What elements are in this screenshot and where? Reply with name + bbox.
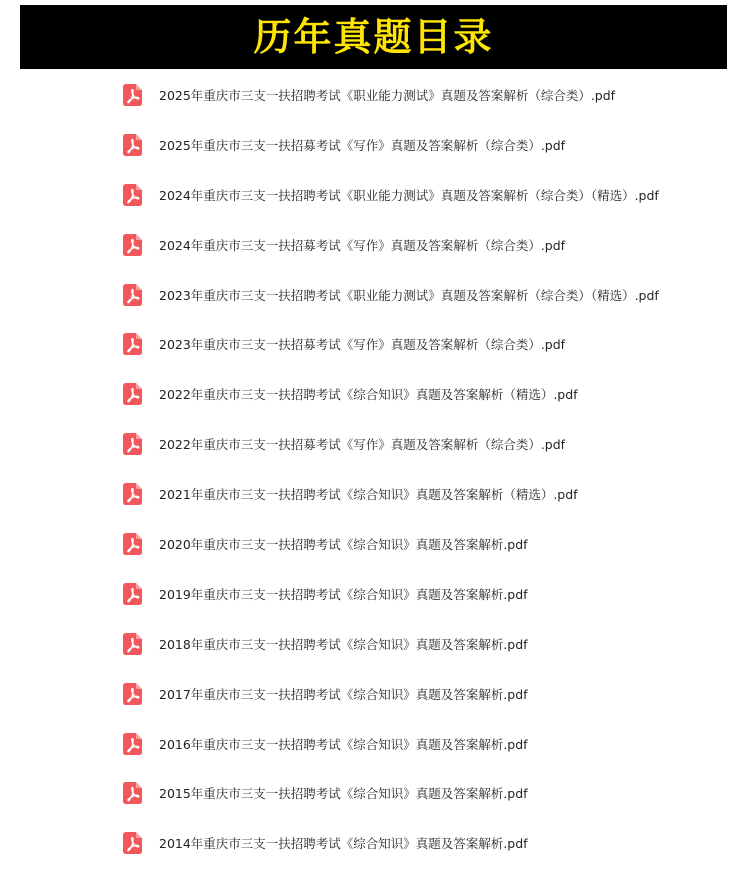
file-name: 2016年重庆市三支一扶招聘考试《综合知识》真题及答案解析.pdf <box>159 736 528 752</box>
pdf-file-icon <box>123 333 143 355</box>
file-name: 2020年重庆市三支一扶招聘考试《综合知识》真题及答案解析.pdf <box>159 536 528 552</box>
pdf-file-icon <box>123 483 143 505</box>
file-name: 2021年重庆市三支一扶招聘考试《综合知识》真题及答案解析（精选）.pdf <box>159 487 578 503</box>
page-title: 历年真题目录 <box>253 14 494 59</box>
file-name: 2023年重庆市三支一扶招聘考试《职业能力测试》真题及答案解析（综合类）（精选）.pdf <box>159 287 659 303</box>
file-item[interactable] <box>0 120 750 170</box>
file-item[interactable] <box>0 70 750 120</box>
pdf-file-icon <box>123 134 143 156</box>
file-item[interactable] <box>0 569 750 619</box>
file-item[interactable] <box>0 220 750 270</box>
file-name: 2023年重庆市三支一扶招募考试《写作》真题及答案解析（综合类）.pdf <box>159 337 566 353</box>
header-banner <box>20 5 727 69</box>
pdf-file-icon <box>123 433 143 455</box>
file-name: 2015年重庆市三支一扶招聘考试《综合知识》真题及答案解析.pdf <box>159 786 528 802</box>
file-item[interactable] <box>0 818 750 868</box>
pdf-file-icon <box>123 234 143 256</box>
pdf-file-icon <box>123 832 143 854</box>
pdf-file-icon <box>123 84 143 106</box>
file-name: 2019年重庆市三支一扶招聘考试《综合知识》真题及答案解析.pdf <box>159 586 528 602</box>
file-name: 2024年重庆市三支一扶招聘考试《职业能力测试》真题及答案解析（综合类）（精选）.pdf <box>159 187 659 203</box>
pdf-file-icon <box>123 533 143 555</box>
file-list <box>0 70 750 868</box>
pdf-file-icon <box>123 782 143 804</box>
pdf-file-icon <box>123 733 143 755</box>
file-item[interactable] <box>0 768 750 818</box>
file-name: 2024年重庆市三支一扶招募考试《写作》真题及答案解析（综合类）.pdf <box>159 237 566 253</box>
file-name: 2018年重庆市三支一扶招聘考试《综合知识》真题及答案解析.pdf <box>159 636 528 652</box>
file-item[interactable] <box>0 170 750 220</box>
file-item[interactable] <box>0 519 750 569</box>
file-name: 2022年重庆市三支一扶招聘考试《综合知识》真题及答案解析（精选）.pdf <box>159 387 578 403</box>
pdf-file-icon <box>123 633 143 655</box>
file-item[interactable] <box>0 469 750 519</box>
file-name: 2022年重庆市三支一扶招募考试《写作》真题及答案解析（综合类）.pdf <box>159 437 566 453</box>
pdf-file-icon <box>123 284 143 306</box>
file-item[interactable] <box>0 669 750 719</box>
pdf-file-icon <box>123 184 143 206</box>
file-item[interactable] <box>0 369 750 419</box>
file-item[interactable] <box>0 619 750 669</box>
file-item[interactable] <box>0 270 750 320</box>
pdf-file-icon <box>123 683 143 705</box>
file-item[interactable] <box>0 419 750 469</box>
file-name: 2025年重庆市三支一扶招募考试《写作》真题及答案解析（综合类）.pdf <box>159 137 566 153</box>
file-item[interactable] <box>0 319 750 369</box>
file-name: 2025年重庆市三支一扶招聘考试《职业能力测试》真题及答案解析（综合类）.pdf <box>159 87 616 103</box>
file-name: 2017年重庆市三支一扶招聘考试《综合知识》真题及答案解析.pdf <box>159 686 528 702</box>
pdf-file-icon <box>123 583 143 605</box>
file-name: 2014年重庆市三支一扶招聘考试《综合知识》真题及答案解析.pdf <box>159 836 528 852</box>
file-item[interactable] <box>0 719 750 769</box>
pdf-file-icon <box>123 383 143 405</box>
